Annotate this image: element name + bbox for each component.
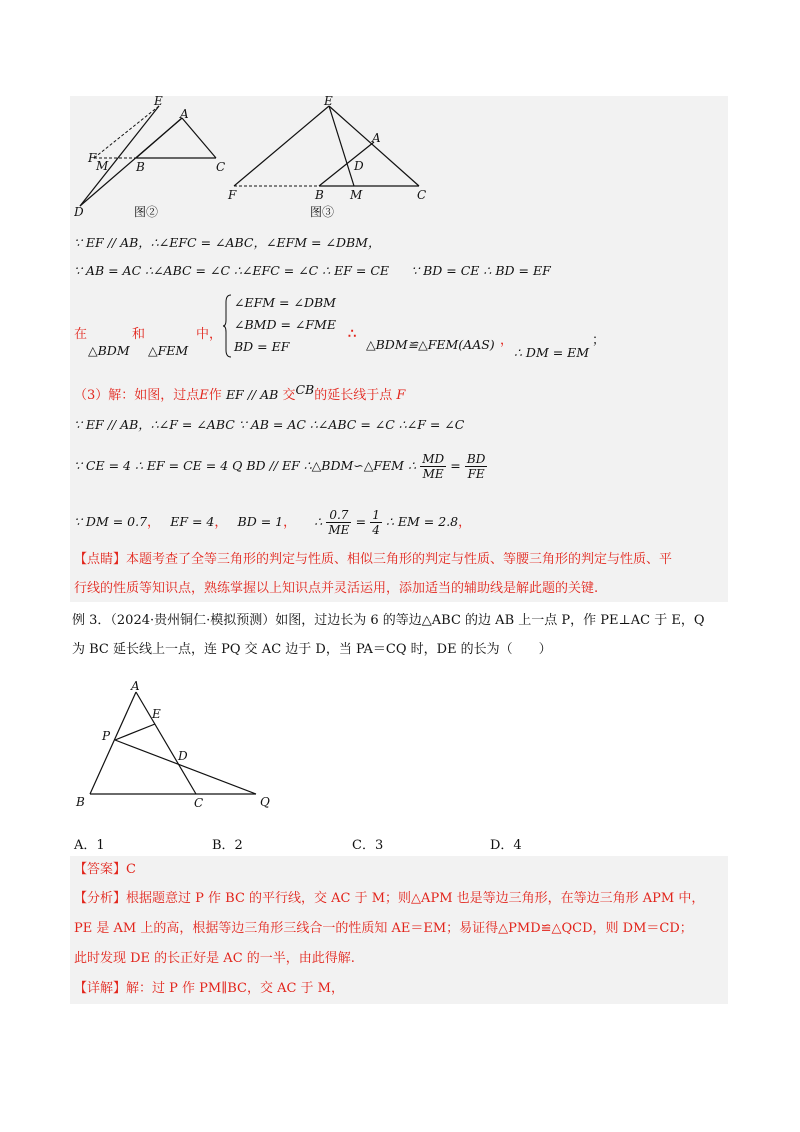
figure-3 xyxy=(224,96,434,222)
proof2-brace xyxy=(222,294,232,358)
ex3-label-Q: Q xyxy=(260,795,270,809)
fig2-label-M: M xyxy=(96,159,109,173)
fig2-label-F: F xyxy=(88,151,97,165)
proof2-congruent: △BDM≌△FEM(AAS) xyxy=(366,337,495,352)
part3-line4: ∵ DM = 0.7， EF = 4， BD = 1， ∴ $\frac{0.7}{ME}$ = $\frac{1}{4}$ ∴ EM = 2.8， xyxy=(74,508,472,537)
detail: 【详解】解：过 P 作 PM∥BC，交 AC 于 M， xyxy=(74,981,344,996)
option-a: A．1 xyxy=(74,838,105,853)
option-d: D．4 xyxy=(490,838,522,853)
option-c: C．3 xyxy=(352,838,384,853)
option-b: B．2 xyxy=(212,838,243,853)
proof2-tri1: △BDM xyxy=(88,343,130,358)
proof2-therefore: ∴ xyxy=(348,327,357,342)
part3-frac-bd-fe: $\frac{BD}{FE}$ xyxy=(466,452,486,481)
fig2-label-C: C xyxy=(216,160,226,174)
proof2-line2a: ∵ AB = AC ∴∠ABC = ∠C ∴∠EFC = ∠C ∴ EF = CE xyxy=(74,263,390,278)
ex3-label-C: C xyxy=(194,796,204,810)
proof2-comma: ， xyxy=(500,333,514,348)
answer: 【答案】C xyxy=(74,862,136,877)
proof2-system-1: ∠EFM = ∠DBM xyxy=(234,295,336,310)
fig2-label-E: E xyxy=(154,96,163,108)
part3-intro-end: 的延长线于点 xyxy=(314,388,393,403)
proof2-line2 xyxy=(74,262,551,281)
fig2-caption: 图② xyxy=(134,205,159,219)
fig2-label-A: A xyxy=(180,107,189,121)
part3-intro-math: EF // AB xyxy=(225,387,279,402)
part3-intro-jiao: 交 xyxy=(282,388,296,403)
fig3-label-C: C xyxy=(417,188,427,202)
proof2-line1: ∵ EF // AB，∴∠EFC = ∠ABC，∠EFM = ∠DBM， xyxy=(74,235,381,250)
fig3-caption: 图③ xyxy=(310,205,335,219)
fig2-label-B: B xyxy=(136,160,145,174)
part3-line3-therefore: ∴ xyxy=(408,458,417,473)
fig3-label-D: D xyxy=(354,159,364,173)
proof2-system-3: BD = EF xyxy=(234,339,290,354)
proof2-zhong: 中， xyxy=(196,327,223,342)
fig3-label-M: M xyxy=(350,188,363,202)
proof2-zai: 在 xyxy=(74,327,88,342)
analysis-line2: PE 是 AM 上的高，根据等边三角形三线合一的性质知 AE＝EM；易证得△PMD≌△QCD，则 DM＝CD； xyxy=(74,921,693,936)
part3-intro-F: F xyxy=(396,388,406,403)
ex3-label-P: P xyxy=(102,729,111,743)
part3-intro xyxy=(74,382,406,405)
part3-intro-CB: CB xyxy=(295,382,315,397)
part3-line3: ∵ CE = 4 ∴ EF = CE = 4 Q BD // EF ∴△BDM∽△FEM ∴ $\frac{MD}{ME}$ = $\frac{BD}{FE}$ xyxy=(74,452,486,481)
comment-line1: 【点睛】本题考查了全等三角形的判定与性质、相似三角形的判定与性质、等腰三角形的判定与性质、平 xyxy=(74,552,673,567)
example3-line2: 为 BC 延长线上一点，连 PQ 交 AC 边于 D，当 PA＝CQ 时，DE 的长为（ ） xyxy=(72,642,552,657)
part3-line3-text: ∵ CE = 4 ∴ EF = CE = 4 Q BD // EF ∴△BDM∽△FEM xyxy=(74,458,404,473)
fig3-label-E: E xyxy=(324,96,333,108)
comment-line2: 行线的性质等知识点，熟练掌握以上知识点并灵活运用，添加适当的辅助线是解此题的关键. xyxy=(74,581,599,596)
fig2-label-D: D xyxy=(74,205,84,219)
part3-intro-E: E xyxy=(199,388,209,403)
part3-line4a: ∵ DM = 0.7 xyxy=(74,514,148,529)
fig3-label-B: B xyxy=(315,188,324,202)
figure-2 xyxy=(74,96,234,222)
ex3-label-D: D xyxy=(178,749,188,763)
fig3-label-F: F xyxy=(228,188,237,202)
ex3-label-B: B xyxy=(76,795,85,809)
proof2-line2b: ∵ BD = CE ∴ BD = EF xyxy=(411,263,551,278)
analysis-line3: 此时发现 DE 的长正好是 AC 的一半，由此得解. xyxy=(74,951,355,966)
fig3-label-A: A xyxy=(372,131,381,145)
proof2-he: 和 xyxy=(132,327,146,342)
part3-line4b: EF = 4 xyxy=(170,514,215,529)
part3-line2: ∵ EF // AB，∴∠F = ∠ABC ∵ AB = AC ∴∠ABC = ∠C ∴∠F = ∠C xyxy=(74,417,465,432)
proof2-result: ∴ DM = EM xyxy=(514,345,590,360)
proof2-system-2: ∠BMD = ∠FME xyxy=(234,317,336,332)
part3-frac-07-me: $\frac{0.7}{ME}$ xyxy=(328,508,350,537)
part3-intro-text: （3）解：如图，过点 xyxy=(74,388,200,403)
part3-line4-therefore: ∴ xyxy=(314,514,323,529)
example3-line1: 例 3．（2024·贵州铜仁·模拟预测）如图，过边长为 6 的等边△ABC 的边 AB 上一点 P，作 PE⊥AC 于 E，Q xyxy=(72,613,705,628)
figure-example3 xyxy=(70,678,286,810)
part3-intro-mid: 作 xyxy=(208,388,222,403)
proof2-tri2: △FEM xyxy=(148,343,189,358)
part3-frac-md-me: $\frac{MD}{ME}$ xyxy=(422,452,445,481)
analysis-line1: 【分析】根据题意过 P 作 BC 的平行线，交 AC 于 M；则△APM 也是等边三角形，在等边三角形 APM 中， xyxy=(74,891,705,906)
part3-frac-1-4: $\frac{1}{4}$ xyxy=(372,508,380,537)
part3-line4c: BD = 1 xyxy=(237,514,284,529)
part3-line4-end: ∴ EM = 2.8 xyxy=(385,514,459,529)
proof2-end: ； xyxy=(592,333,606,348)
ex3-label-E: E xyxy=(152,707,161,721)
ex3-label-A: A xyxy=(131,679,140,693)
